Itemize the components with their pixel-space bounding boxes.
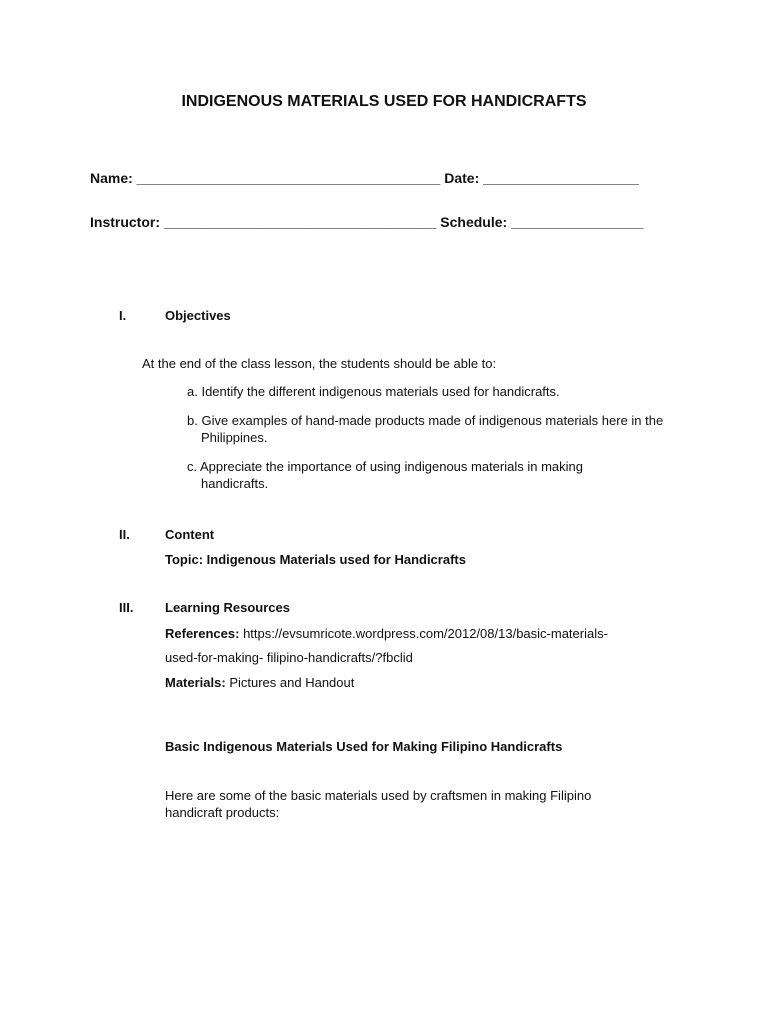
objective-item-c <box>187 458 617 492</box>
instructor-schedule-line: Instructor: ___________________________________ Schedule: _________________ <box>90 214 644 230</box>
section-3-heading: Learning Resources <box>165 600 290 615</box>
content-topic: Topic: Indigenous Materials used for Handicrafts <box>165 552 466 567</box>
section-1-number: I. <box>119 308 127 323</box>
objective-item-a: a. Identify the different indigenous materials used for handicrafts. <box>187 384 560 399</box>
materials-text: Pictures and Handout <box>229 675 355 690</box>
objectives-intro: At the end of the class lesson, the students should be able to: <box>142 356 497 371</box>
section-2-heading: Content <box>165 527 215 542</box>
section-1-heading: Objectives <box>165 308 231 323</box>
references-line-1 <box>165 625 608 642</box>
objective-item-b-text: b. Give examples of hand-made products made of indigenous materials here in the Philippines. <box>187 413 664 445</box>
section-2-number: II. <box>119 527 130 542</box>
references-label: References: <box>165 626 240 641</box>
basic-materials-subheading: Basic Indigenous Materials Used for Making Filipino Handicrafts <box>165 739 563 754</box>
objective-item-b <box>187 412 667 446</box>
references-url-part-1: https://evsumricote.wordpress.com/2012/08/13/basic-materials- <box>243 626 608 641</box>
closing-paragraph: Here are some of the basic materials used by craftsmen in making Filipino handicraft products: <box>165 788 592 820</box>
name-date-line: Name: _______________________________________ Date: ____________________ <box>90 170 639 186</box>
objective-item-c-text: c. Appreciate the importance of using indigenous materials in making handicrafts. <box>187 459 583 491</box>
document-title: INDIGENOUS MATERIALS USED FOR HANDICRAFTS <box>181 93 587 110</box>
references-url-part-2: used-for-making- filipino-handicrafts/?fbclid <box>165 650 413 665</box>
section-3-number: III. <box>119 600 134 615</box>
materials-label: Materials: <box>165 675 226 690</box>
materials-line <box>165 674 354 691</box>
